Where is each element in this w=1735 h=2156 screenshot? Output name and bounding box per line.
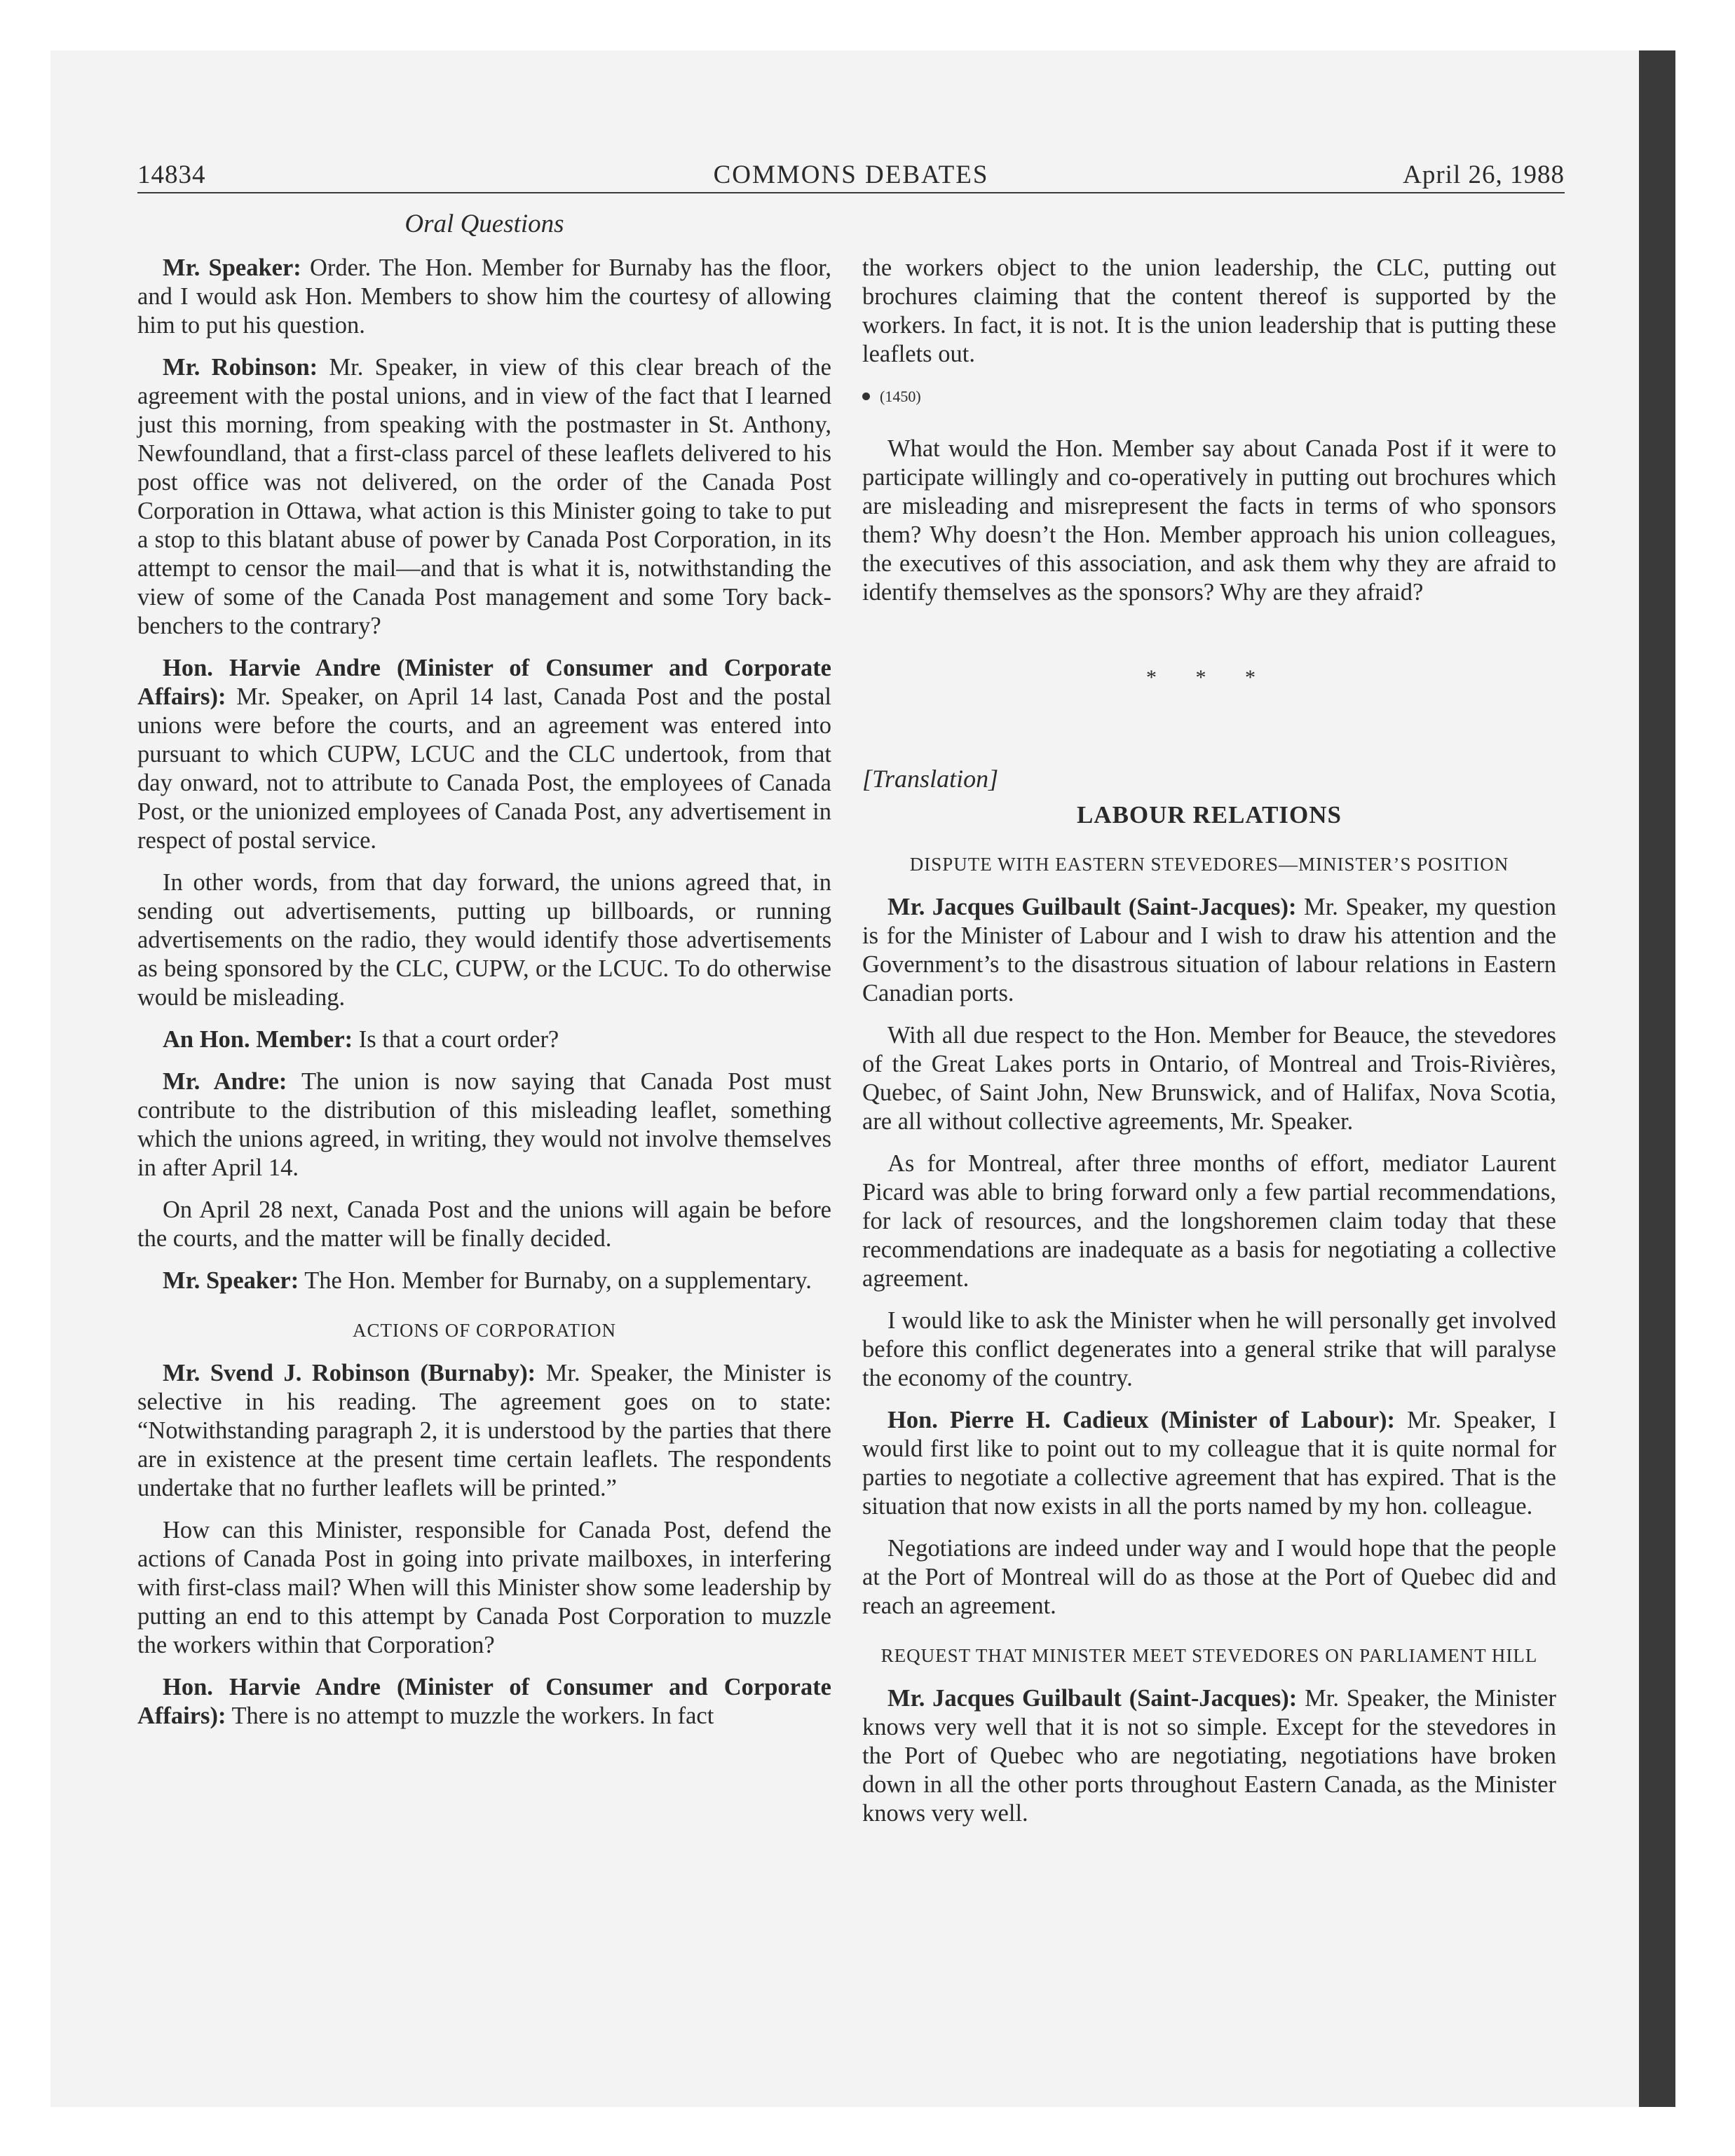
speech-text: Is that a court order? bbox=[353, 1026, 559, 1053]
paragraph: the workers object to the union leadership, the CLC, putting out brochures claiming that the content thereof is supported by the workers. In fact, it is not. It is the union leadership that is putting these leaflets out. bbox=[862, 254, 1556, 367]
paragraph bbox=[137, 1673, 831, 1731]
page-edge-shadow bbox=[1639, 50, 1675, 2107]
speech-text: There is no attempt to muzzle the workers. In fact bbox=[226, 1703, 714, 1729]
paragraph bbox=[137, 654, 831, 855]
paragraph: How can this Minister, responsible for Canada Post, defend the actions of Canada Post in going into private mailboxes, in interfering with first-class mail? When will this Minister show some leadership by putting an end to this attempt by Canada Post Corporation to muzzle the workers within that Corporation? bbox=[137, 1517, 831, 1658]
paragraph: On April 28 next, Canada Post and the unions will again be before the courts, and the matter will be finally decided. bbox=[137, 1196, 831, 1252]
speech-text: Order. The Hon. Member for Burnaby has the floor, and I would ask Hon. Members to show him the courtesy of allowing him to put his question. bbox=[137, 254, 831, 339]
speaker-name: Hon. Pierre H. Cadieux (Minister of Labour): bbox=[887, 1407, 1396, 1433]
paragraph: I would like to ask the Minister when he will personally get involved before this conflict degenerates into a general strike that will paralyse the economy of the country. bbox=[862, 1307, 1556, 1391]
bullet-icon bbox=[862, 393, 870, 400]
speaker-name: Hon. Harvie Andre (Minister of Consumer and Corporate Affairs): bbox=[137, 1674, 831, 1729]
paragraph bbox=[137, 1025, 831, 1054]
section-label: Oral Questions bbox=[404, 210, 564, 238]
speaker-name: Mr. Speaker: bbox=[163, 254, 301, 281]
speech-text: Mr. Speaker, in view of this clear breach of the agreement with the postal unions, and in view of the fact that I learned just this morning, from speaking with the postmaster in St. Anthony, Newfoundland, that a first-class parcel of these leaflets delivered to his post office was not delivered, on the order of the Canada Post Corporation in Ottawa, what action is this Minister going to take to put a stop to this blatant abuse of power by Canada Post Corporation, in its attempt to censor the mail—and that is what it is, notwithstanding the view of some of the Canada Post management and some Tory back-benchers to the contrary? bbox=[137, 354, 831, 639]
timestamp-text: (1450) bbox=[880, 388, 921, 405]
paragraph: With all due respect to the Hon. Member for Beauce, the stevedores of the Great Lakes ports in Ontario, of Montreal and Trois-Rivières, Quebec, of Saint John, New Brunswick, and of Halifax, Nova Scotia, are all without collective agreements, Mr. Speaker. bbox=[862, 1022, 1556, 1135]
speaker-name: An Hon. Member: bbox=[163, 1026, 353, 1053]
speaker-name: Mr. Andre: bbox=[163, 1068, 287, 1095]
page-number: 14834 bbox=[137, 161, 206, 189]
page-date: April 26, 1988 bbox=[1403, 161, 1565, 189]
paragraph bbox=[137, 353, 831, 641]
page-header bbox=[137, 160, 1565, 193]
speech-text: Mr. Speaker, on April 14 last, Canada Post and the postal unions were before the courts, and an agreement was entered into pursuant to which CUPW, LCUC and the CLC undertook, from that day onward, not to attribute to Canada Post, the employees of Canada Post, or the unionized employees of Canada Post, any advertisement in respect of postal service. bbox=[137, 683, 831, 854]
paragraph bbox=[137, 254, 831, 340]
speech-text: Mr. Speaker, my question is for the Minister of Labour and I wish to draw his attention and the Government’s to the disastrous situation of labour relations in Eastern Canadian ports. bbox=[862, 894, 1556, 1007]
speaker-name: Mr. Jacques Guilbault (Saint-Jacques): bbox=[887, 894, 1297, 920]
major-heading: LABOUR RELATIONS bbox=[1076, 801, 1342, 828]
speaker-name: Mr. Speaker: bbox=[163, 1267, 299, 1294]
paragraph bbox=[862, 1684, 1556, 1828]
speech-text: Mr. Speaker, the Minister knows very well that it is not so simple. Except for the stevedores in the Port of Quebec who are negotiating, negotiations have broken down in all the other ports throughout Eastern Canada, as the Minister knows very well. bbox=[862, 1685, 1556, 1827]
subheading: DISPUTE WITH EASTERN STEVEDORES—MINISTER’S POSITION bbox=[909, 854, 1509, 875]
speech-text: Mr. Speaker, I would first like to point out to my colleague that it is quite normal for parties to negotiate a collective agreement that has expired. That is the situation that now exists in all the ports named by my hon. colleague. bbox=[862, 1407, 1556, 1520]
paragraph: As for Montreal, after three months of effort, mediator Laurent Picard was able to bring forward only a few partial recommendations, for lack of resources, and the longshoremen claim today that these recommendations are inadequate as a basis for negotiating a collective agreement. bbox=[862, 1150, 1556, 1292]
speaker-name: Hon. Harvie Andre (Minister of Consumer and Corporate Affairs): bbox=[137, 655, 831, 710]
publication-title: COMMONS DEBATES bbox=[713, 161, 989, 189]
paragraph: Negotiations are indeed under way and I would hope that the people at the Port of Montreal will do as those at the Port of Quebec did and reach an agreement. bbox=[862, 1535, 1556, 1619]
paragraph bbox=[137, 1359, 831, 1503]
translation-label: [Translation] bbox=[862, 765, 999, 793]
paragraph bbox=[862, 1406, 1556, 1521]
speech-text: The Hon. Member for Burnaby, on a supplementary. bbox=[299, 1267, 812, 1294]
subheading: REQUEST THAT MINISTER MEET STEVEDORES ON PARLIAMENT HILL bbox=[880, 1645, 1538, 1666]
timestamp bbox=[862, 382, 1556, 411]
speaker-name: Mr. Svend J. Robinson (Burnaby): bbox=[163, 1360, 536, 1386]
speaker-name: Mr. Robinson: bbox=[163, 354, 318, 381]
paragraph bbox=[137, 1067, 831, 1182]
right-column bbox=[862, 254, 1556, 1841]
paragraph: What would the Hon. Member say about Canada Post if it were to participate willingly and co-operatively in putting out brochures which are misleading and misrepresent the facts in terms of who sponsors them? Why doesn’t the Hon. Member approach his union colleagues, the executives of this association, and ask them why they are afraid to identify themselves as the sponsors? Why are they afraid? bbox=[862, 435, 1556, 606]
speech-text: Mr. Speaker, the Minister is selective in his reading. The agreement goes on to state: “Notwithstanding paragraph 2, it is understood by the parties that there are in existence at the present time certain leaflets. The respondents undertake that no further leaflets will be printed.” bbox=[137, 1360, 831, 1501]
speech-text: The union is now saying that Canada Post must contribute to the distribution of this misleading leaflet, something which the unions agreed, in writing, they would not involve themselves in after April 14. bbox=[137, 1068, 831, 1181]
section-separator: * * * bbox=[1146, 666, 1272, 689]
subheading: ACTIONS OF CORPORATION bbox=[352, 1320, 617, 1341]
paragraph bbox=[137, 1267, 831, 1295]
speaker-name: Mr. Jacques Guilbault (Saint-Jacques): bbox=[887, 1685, 1298, 1712]
paragraph: In other words, from that day forward, the unions agreed that, in sending out advertisements, putting up billboards, or running advertisements on the radio, they would identify those advertisements as being sponsored by the CLC, CUPW, or the LCUC. To do otherwise would be misleading. bbox=[137, 869, 831, 1011]
left-column bbox=[137, 254, 831, 1744]
paragraph bbox=[862, 893, 1556, 1008]
